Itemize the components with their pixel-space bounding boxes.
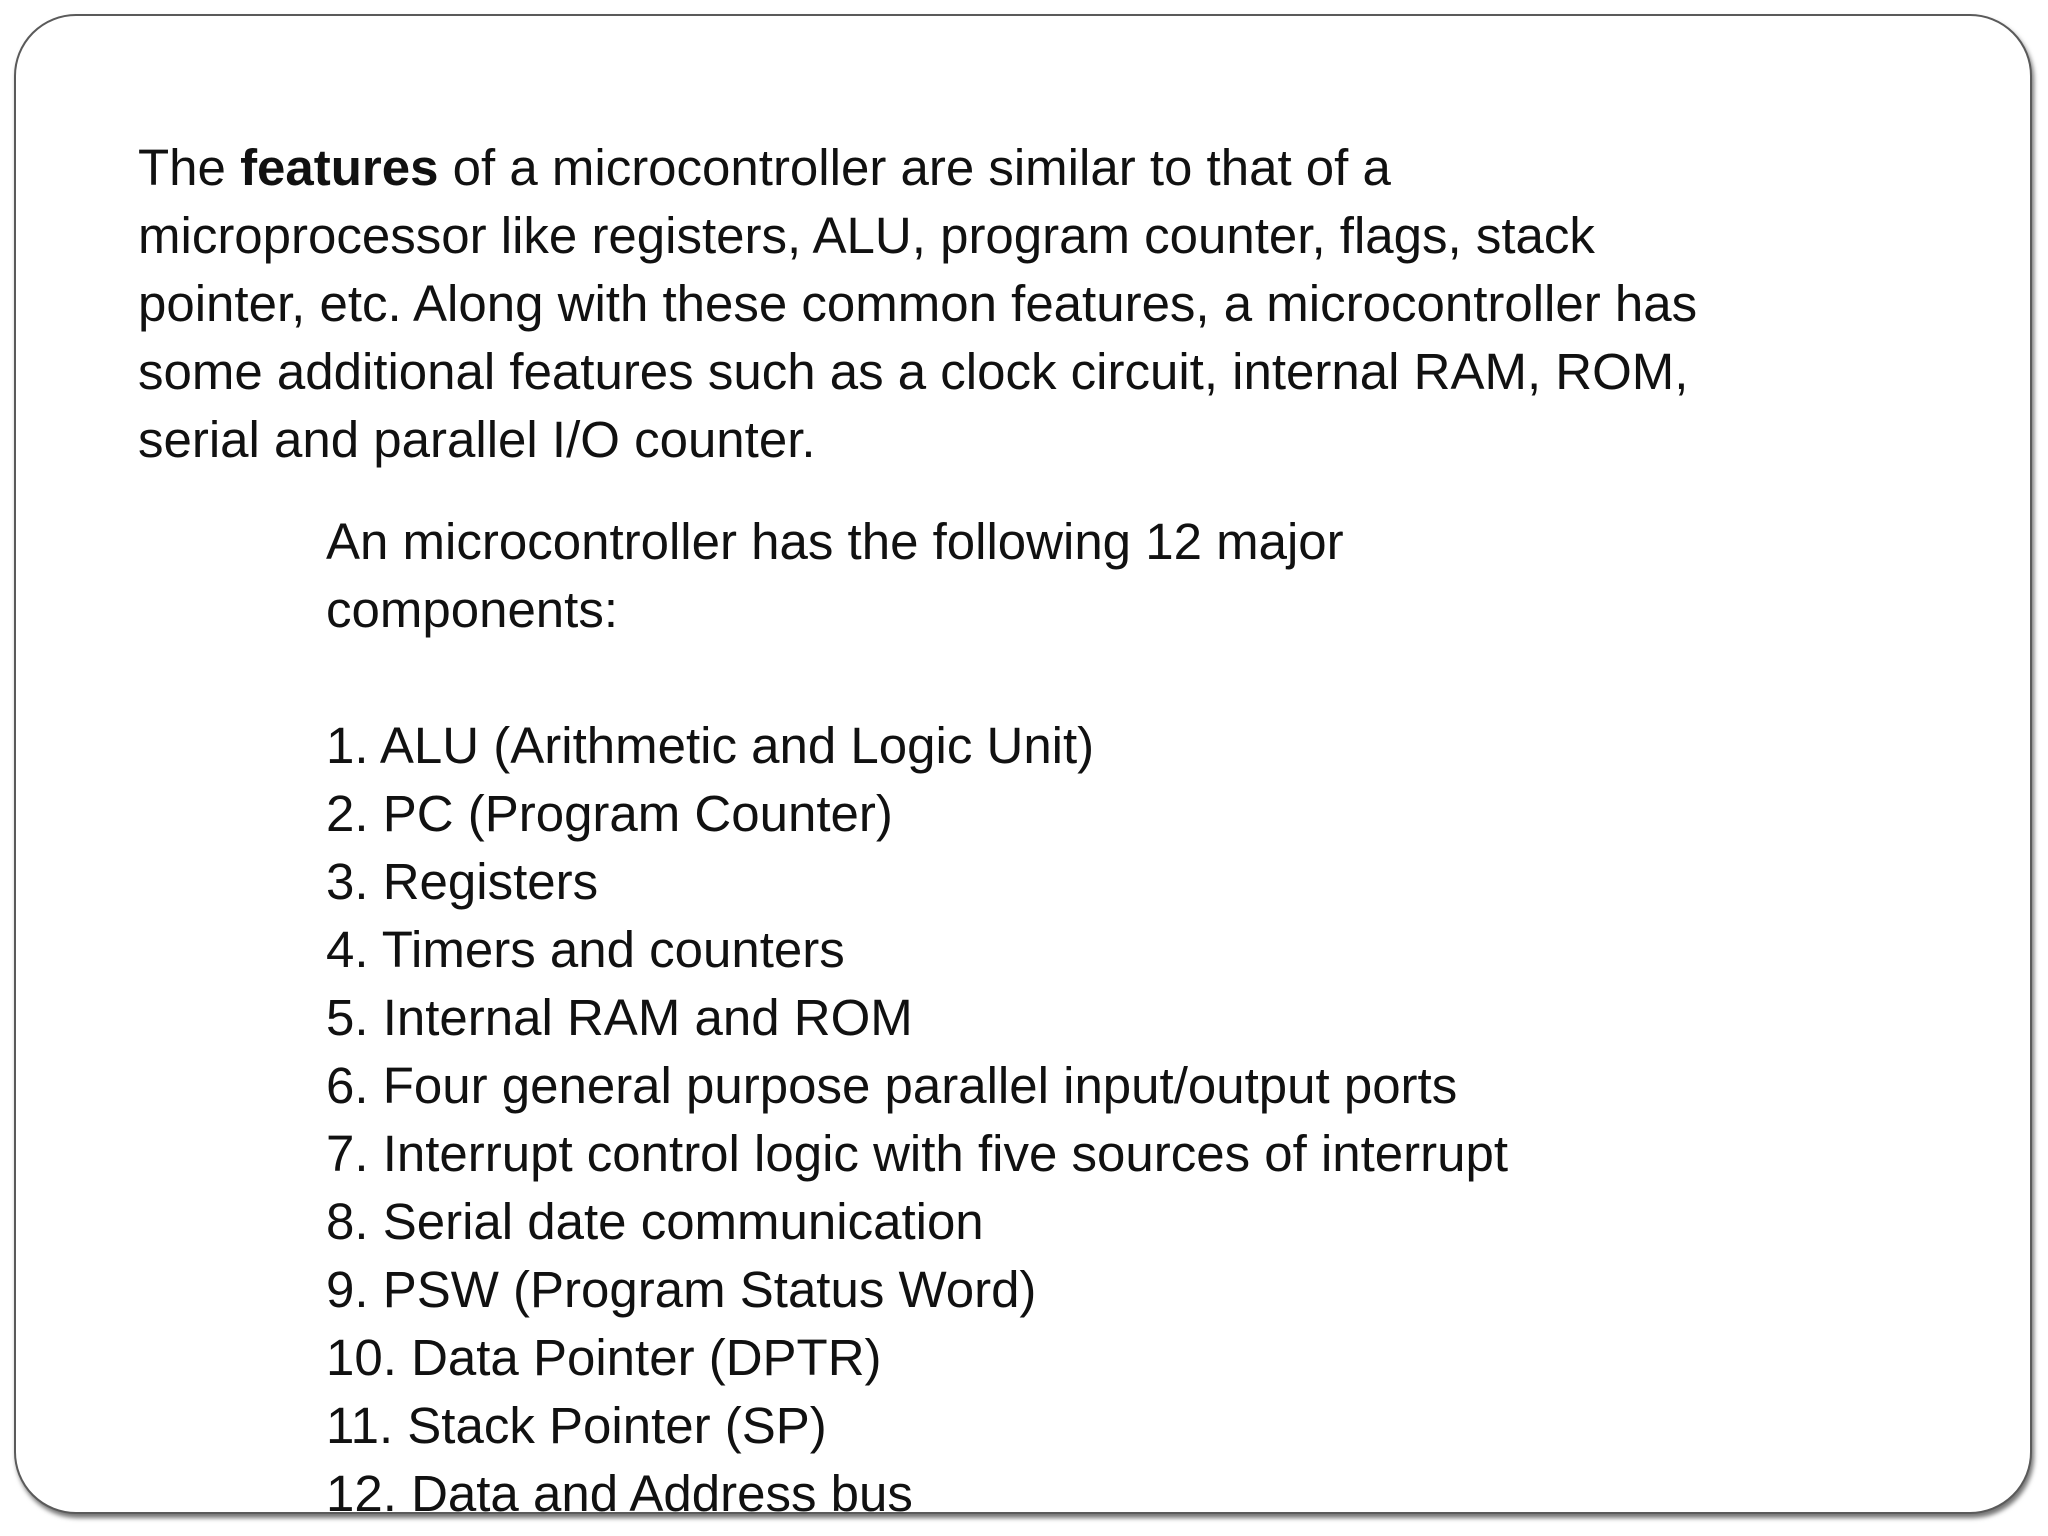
intro-bold-word: features <box>240 139 439 196</box>
intro-line-1-start: The <box>138 139 241 196</box>
list-item: 4. Timers and counters <box>326 921 845 978</box>
intro-line-1 <box>138 134 1697 202</box>
components-section <box>326 508 1508 1528</box>
list-item: 1. ALU (Arithmetic and Logic Unit) <box>326 717 1095 774</box>
intro-line-2: microprocessor like registers, ALU, program counter, flags, stack <box>138 207 1595 264</box>
blank-line <box>326 644 1508 712</box>
list-item: 7. Interrupt control logic with five sources of interrupt <box>326 1125 1509 1182</box>
components-heading-line-1: An microcontroller has the following 12 major <box>326 513 1344 570</box>
list-item: 3. Registers <box>326 853 599 910</box>
slide-frame <box>14 14 2032 1522</box>
components-list <box>326 712 1508 1528</box>
list-item: 5. Internal RAM and ROM <box>326 989 913 1046</box>
intro-line-5: serial and parallel I/O counter. <box>138 411 816 468</box>
list-item: 2. PC (Program Counter) <box>326 785 893 842</box>
intro-line-4: some additional features such as a clock circuit, internal RAM, ROM, <box>138 343 1689 400</box>
components-heading-line-2: components: <box>326 581 619 638</box>
intro-line-1-end: of a microcontroller are similar to that of a <box>438 139 1391 196</box>
list-item: 9. PSW (Program Status Word) <box>326 1261 1037 1318</box>
list-item: 6. Four general purpose parallel input/output ports <box>326 1057 1458 1114</box>
list-item: 11. Stack Pointer (SP) <box>326 1397 827 1454</box>
intro-paragraph <box>138 134 1697 474</box>
list-item: 8. Serial date communication <box>326 1193 984 1250</box>
intro-line-3: pointer, etc. Along with these common features, a microcontroller has <box>138 275 1698 332</box>
list-item: 12. Data and Address bus <box>326 1465 913 1522</box>
list-item: 10. Data Pointer (DPTR) <box>326 1329 882 1386</box>
